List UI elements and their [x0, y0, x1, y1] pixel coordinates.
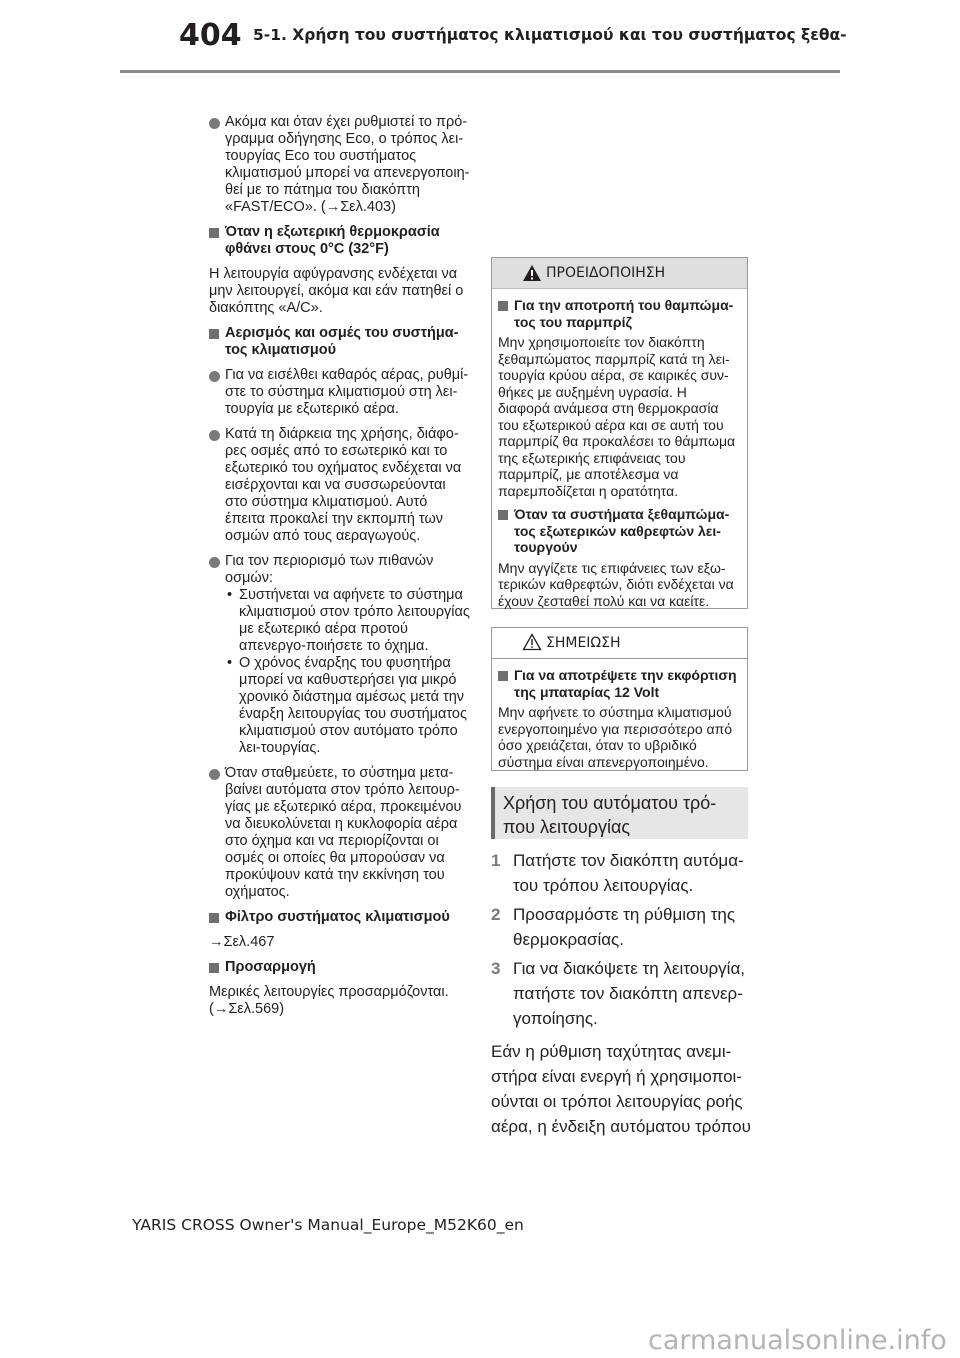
fresh-air-bullet	[209, 367, 471, 418]
odors-bullet-text: Κατά τη διάρκεια της χρήσης, διάφο-ρες οσμές από το εσωτερικό και το εξωτερικό του οχήματος ενδέχεται να εισέρχονται και να συσσωρεύονται στο σύστημα κλιματισμού. Αυτό έπειτα προκαλεί την εκπομπή των οσμών από τους αεραγωγούς.	[225, 426, 462, 544]
bullet-dot-icon	[209, 557, 220, 568]
header-divider	[120, 70, 840, 73]
outside-temp-heading	[209, 224, 471, 258]
outside-temp-body: Η λειτουργία αφύγρανσης ενδέχεται να μην λειτουργεί, ακόμα και εάν πατηθεί ο διακόπτης «A/C».	[209, 266, 464, 316]
warning-title: ΠΡΟΕΙΔΟΠΟΙΗΣΗ	[546, 265, 666, 281]
step-text: Για να διακόψετε τη λειτουργία, πατήστε τον διακόπτη απενερ-γοποίησης.	[513, 959, 746, 1028]
parking-bullet-text: Όταν σταθμεύετε, το σύστημα μετα-βαίνει αυτόματα στον τρόπο λειτουρ-γίας με εξωτερικό αέρα, προκειμένου να διευκολύνεται η κυκλοφορία αέρα στο όχημα και να περιορίζονται οι οσμές οι οποίες θα μπορούσαν να προκύψουν κατά την εκκίνηση του οχήματος.	[225, 765, 462, 900]
auto-mode-heading: Χρήση του αυτόματου τρό-που λειτουργίας	[491, 787, 748, 839]
note-body	[492, 659, 747, 770]
notice-triangle-icon	[522, 633, 542, 651]
warning-box	[491, 257, 748, 609]
limit-odors-sub-1-text: Συστήνεται να αφήνετε το σύστημα κλιματισμού στον τρόπο λειτουργίας με εξωτερικό αέρα προτού απενεργο-ποιήσετε το όχημα.	[239, 587, 470, 654]
limit-odors-sub-1	[225, 587, 471, 655]
ventilation-heading-text: Αερισμός και οσμές του συστήμα-τος κλιματισμού	[225, 325, 459, 358]
step-text: Προσαρμόστε τη ρύθμιση της θερμοκρασίας.	[513, 905, 736, 949]
eco-bullet-text: Ακόμα και όταν έχει ρυθμιστεί το πρό-γραμμα οδήγησης Eco, ο τρόπος λει-τουργίας Eco του συστήματος κλιματισμού μπορεί να απενεργοποιη-θεί με το πάτημα του διακόπτη «FAST/ECO». (→Σελ.403)	[225, 114, 470, 215]
step-text: Πατήστε τον διακόπτη αυτόμα-του τρόπου λειτουργίας.	[513, 851, 744, 895]
limit-odors-bullet	[209, 553, 471, 757]
warning-triangle-icon	[522, 264, 542, 282]
outside-temp-heading-text: Όταν η εξωτερική θερμοκρασία φθάνει στους 0°C (32°F)	[225, 224, 440, 257]
manual-title: YARIS CROSS Owner's Manual_Europe_M52K60_en	[132, 1216, 524, 1234]
section-square-icon	[209, 913, 219, 923]
customization-heading	[209, 959, 471, 976]
step-2	[491, 902, 751, 952]
note-box	[491, 627, 748, 771]
limit-odors-sub-2-text: Ο χρόνος έναρξης του φυσητήρα μπορεί να καθυστερήσει για μικρό χρονικό διάστημα αμέσως μετά την έναρξη λειτουργίας του συστήματος κλιματισμού στον αυτόματο τρόπο λει-τουργίας.	[239, 655, 467, 756]
left-column	[209, 114, 471, 1026]
step-number: 3	[491, 959, 501, 978]
note-title: ΣΗΜΕΙΩΣΗ	[546, 635, 621, 651]
ventilation-heading	[209, 325, 471, 359]
chapter-title: 5-1. Χρήση του συστήματος κλιματισμού και του συστήματος ξεθα-	[253, 26, 847, 44]
sub-bullet-icon: •	[227, 655, 233, 671]
customization-body: Μερικές λειτουργίες προσαρμόζονται. (→Σελ.569)	[209, 984, 449, 1017]
fresh-air-bullet-text: Για να εισέλθει καθαρός αέρας, ρυθμί-στε το σύστημα κλιματισμού στη λει-τουργία με εξωτερικό αέρα.	[225, 367, 469, 417]
auto-mode-steps	[491, 848, 751, 1139]
limit-odors-intro: Για τον περιορισμό των πιθανών οσμών:	[225, 553, 434, 586]
page-footer	[0, 1216, 960, 1234]
bullet-dot-icon	[209, 371, 220, 382]
bullet-dot-icon	[209, 430, 220, 441]
limit-odors-sub-2	[225, 655, 471, 757]
section-square-icon	[209, 329, 219, 339]
section-square-icon	[498, 671, 508, 681]
step-number: 1	[491, 851, 501, 870]
warning-body	[492, 289, 747, 609]
bullet-dot-icon	[209, 118, 220, 129]
note-header	[492, 628, 747, 659]
customization-heading-text: Προσαρμογή	[225, 959, 316, 975]
note-heading	[498, 667, 741, 700]
eco-bullet	[209, 114, 471, 216]
warning-heading-2-text: Όταν τα συστήματα ξεθαμπώμα-τος εξωτερικών καθρεφτών λει-τουργούν	[514, 506, 730, 555]
step-1	[491, 848, 751, 898]
section-square-icon	[209, 228, 219, 238]
step-number: 2	[491, 905, 501, 924]
bullet-dot-icon	[209, 769, 220, 780]
section-square-icon	[498, 510, 508, 520]
watermark[interactable]: carmanualsonline.info	[648, 1325, 947, 1356]
warning-heading-1-text: Για την αποτροπή του θαμπώμα-τος του παρμπρίζ	[514, 297, 734, 330]
filter-heading-text: Φίλτρο συστήματος κλιματισμού	[225, 909, 450, 925]
filter-page-ref[interactable]: →Σελ.467	[209, 934, 275, 950]
filter-heading	[209, 909, 471, 926]
section-square-icon	[209, 963, 219, 973]
note-body-text: Μην αφήνετε το σύστημα κλιματισμού ενεργοποιημένο για περισσότερο από όσο χρειάζεται, όταν το υβριδικό σύστημα είναι απενεργοποιημένο.	[498, 704, 733, 770]
page-header	[0, 0, 960, 76]
odors-bullet	[209, 426, 471, 545]
warning-header	[492, 258, 747, 289]
warning-heading-1	[498, 297, 741, 330]
sub-bullet-icon: •	[227, 587, 233, 603]
warning-body-1: Μην χρησιμοποιείτε τον διακόπτη ξεθαμπώματος παρμπρίζ κατά τη λει-τουργία κρύου αέρα, σε καιρικές συν-θήκες με αυξημένη υγρασία. Η διαφορά ανάμεσα στη θερμοκρασία του εξωτερικού αέρα και σε αυτή του παρμπρίζ θα προκαλέσει το θάμπωμα της εξωτερικής επιφάνειας του παρμπρίζ, με αποτέλεσμα να παρεμποδίζεται η ορατότητα.	[498, 334, 736, 499]
note-heading-text: Για να αποτρέψετε την εκφόρτιση της μπαταρίας 12 Volt	[514, 667, 737, 700]
step-3	[491, 956, 751, 1031]
page-number: 404	[179, 18, 242, 53]
parking-bullet	[209, 765, 471, 901]
auto-mode-paragraph: Εάν η ρύθμιση ταχύτητας ανεμι-στήρα είναι ενεργή ή χρησιμοποι-ούνται οι τρόποι λειτουργίας ροής αέρα, η ένδειξη αυτόματου τρόπου	[491, 1042, 751, 1136]
warning-heading-2	[498, 506, 741, 556]
warning-body-2: Μην αγγίζετε τις επιφάνειες των εξω-τερικών καθρεφτών, διότι ενδέχεται να έχουν ζεσταθεί πολύ και να καείτε.	[498, 559, 734, 609]
section-square-icon	[498, 301, 508, 311]
